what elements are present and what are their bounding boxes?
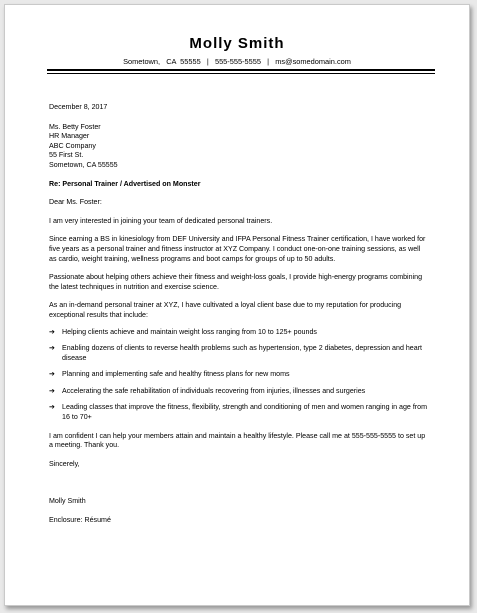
signoff: Sincerely, <box>49 459 80 468</box>
list-item <box>49 403 429 422</box>
enclosure-line: Enclosure: Résumé <box>49 516 111 525</box>
list-item <box>49 387 429 397</box>
list-item <box>49 370 429 380</box>
recipient-address <box>49 123 429 171</box>
paragraph: I am very interested in joining your team of dedicated personal trainers. <box>49 216 273 225</box>
list-item-text: Enabling dozens of clients to reverse health problems such as hypertension, type 2 diabetes, depression and heart disease <box>62 344 423 362</box>
arrow-right-icon: ➔ <box>49 387 55 395</box>
arrow-right-icon: ➔ <box>49 371 55 379</box>
paragraph: As an in-demand personal trainer at XYZ, I have cultivated a loyal client base due to my reputation for producing exceptional results that include: <box>49 301 402 319</box>
subject-line: Re: Personal Trainer / Advertised on Monster <box>49 179 201 188</box>
letter-date: December 8, 2017 <box>49 103 108 111</box>
letter-page <box>4 4 470 606</box>
list-item <box>49 344 429 363</box>
arrow-right-icon: ➔ <box>49 328 55 336</box>
paragraph: Passionate about helping others achieve their fitness and weight-loss goals, I provide high-energy programs combining the latest techniques in nutrition and exercise science. <box>49 273 423 291</box>
arrow-right-icon: ➔ <box>49 345 55 353</box>
contact-line: Sometown, CA 55555 | 555-555-5555 | ms@somedomain.com <box>123 57 351 66</box>
recipient-line: 55 First St. <box>49 151 84 160</box>
letter-body <box>49 103 429 526</box>
closing-paragraph: I am confident I can help your members attain and maintain a healthy lifestyle. Please call me at 555-555-5555 to set up a meeting. Thank you. <box>49 431 426 450</box>
recipient-line: HR Manager <box>49 132 90 141</box>
list-item-text: Planning and implementing safe and healthy fitness plans for new moms <box>62 370 290 379</box>
applicant-name: Molly Smith <box>189 35 285 52</box>
achievements-list <box>49 328 429 423</box>
paragraph: Since earning a BS in kinesiology from DEF University and IFPA Personal Fitness Trainer certification, I have worked for five years as a personal trainer and fitness instructor at XYZ Company. I conduct one-on-one training sessions, as well as cardio, weight training, wellness programs and boot camps for groups of up to 50 adults. <box>49 235 426 263</box>
list-item-text: Helping clients achieve and maintain weight loss ranging from 10 to 125+ pounds <box>62 327 317 336</box>
header-rule-thin <box>47 73 435 74</box>
recipient-line: ABC Company <box>49 141 96 150</box>
signature-name: Molly Smith <box>49 497 86 506</box>
list-item <box>49 328 429 338</box>
list-item-text: Accelerating the safe rehabilitation of individuals recovering from injuries, illnesses and surgeries <box>62 386 366 395</box>
arrow-right-icon: ➔ <box>49 404 55 412</box>
recipient-line: Ms. Betty Foster <box>49 122 101 131</box>
header-rule-thick <box>47 69 435 71</box>
salutation: Dear Ms. Foster: <box>49 198 102 207</box>
recipient-line: Sometown, CA 55555 <box>49 160 118 169</box>
list-item-text: Leading classes that improve the fitness, flexibility, strength and conditioning of men and women ranging in age from 16 to 70+ <box>62 403 428 422</box>
